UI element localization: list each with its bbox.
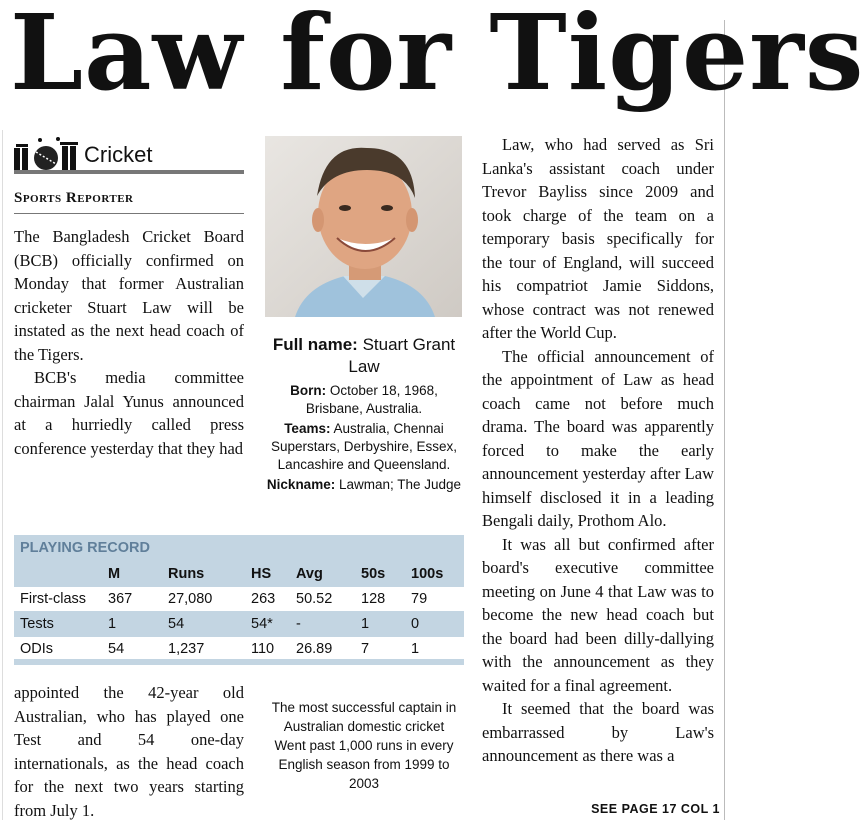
portrait-image — [265, 136, 462, 317]
article-column-1-bottom — [14, 681, 244, 822]
teams-value: Australia, Chennai Superstars, Derbyshire, Essex, Lancashire and Queensland. — [270, 421, 458, 472]
table-cell: 7 — [355, 637, 405, 662]
table-cell: 263 — [245, 587, 290, 612]
article-paragraph: It seemed that the board was embarrassed by Law's announcement as there was a — [482, 699, 714, 765]
table-cell: ODIs — [14, 637, 102, 662]
table-row — [14, 587, 464, 612]
table-cell: 54* — [245, 612, 290, 637]
coach-photo — [265, 136, 462, 317]
table-header — [14, 561, 102, 587]
article-paragraph: Law, who had served as Sri Lanka's assistant coach under Trevor Bayliss since 2009 and took charge of the team on a temporary basis specifically for the tour of England, will succeed his compatriot Jamie Siddons, whose contract was not renewed after the World Cup. — [482, 135, 714, 342]
byline — [14, 190, 242, 207]
table-header: 100s — [405, 561, 464, 587]
table-cell: 128 — [355, 587, 405, 612]
article-paragraph: BCB's media committee chairman Jalal Yunus announced at a hurriedly called press conference yesterday that they had — [14, 368, 244, 458]
left-margin-rule — [2, 130, 3, 820]
caption-line: Went past 1,000 runs in every English season from 1999 to 2003 — [274, 738, 454, 791]
born-value: October 18, 1968, Brisbane, Australia. — [305, 383, 438, 416]
table-cell: 1 — [405, 637, 464, 662]
fullname-value: Stuart Grant Law — [348, 335, 456, 376]
table-cell: 50.52 — [290, 587, 355, 612]
playing-record-title: PLAYING RECORD — [14, 535, 464, 561]
profile-born — [262, 382, 466, 418]
table-cell: 79 — [405, 587, 464, 612]
profile-fullname — [262, 334, 466, 378]
table-cell: 54 — [102, 637, 162, 662]
profile-teams — [262, 420, 466, 474]
table-row — [14, 612, 464, 637]
playing-record-table — [14, 535, 464, 665]
fullname-label: Full name: — [272, 335, 358, 354]
article-paragraph: appointed the 42-year old Australian, who has played one Test and 54 one-day internationals, as the head coach for the next two years starting from July 1. — [14, 683, 244, 820]
born-label: Born: — [290, 383, 327, 398]
table-header: HS — [245, 561, 290, 587]
table-row — [14, 637, 464, 662]
table-cell: 54 — [162, 612, 245, 637]
table-footer-bar — [14, 659, 464, 665]
table-header: M — [102, 561, 162, 587]
nickname-value: Lawman; The Judge — [338, 477, 462, 492]
profile-factbox — [262, 334, 466, 496]
teams-label: Teams: — [284, 421, 331, 436]
article-paragraph: The Bangladesh Cricket Board (BCB) officially confirmed on Monday that former Australian cricketer Stuart Law will be instated as the next head coach of the Tigers. — [14, 227, 244, 364]
table-cell: 26.89 — [290, 637, 355, 662]
table-header: 50s — [355, 561, 405, 587]
nickname-label: Nickname: — [266, 477, 336, 492]
table-cell: Tests — [14, 612, 102, 637]
table-cell: 110 — [245, 637, 290, 662]
article-paragraph: It was all but confirmed after board's executive committee meeting on June 4 that Law was to become the new head coach but the board had been dilly-dallying with the announcement as they waited for a final agreement. — [482, 534, 714, 695]
section-label: Cricket — [84, 142, 153, 167]
table-header-row — [14, 561, 464, 587]
section-logo — [14, 134, 244, 174]
cricket-ball-wickets-icon — [14, 136, 80, 170]
table-cell: 1 — [102, 612, 162, 637]
byline-text: Sports Reporter — [14, 190, 134, 206]
article-paragraph: The official announcement of the appointment of Law as head coach came not before much drama. The board was apparently forced to make the early announcement yesterday after Law himself disclosed it in a leading Bengali daily, Prothom Alo. — [482, 346, 714, 530]
continued-jump-line: SEE PAGE 17 COL 1 — [591, 802, 720, 816]
table-cell: First-class — [14, 587, 102, 612]
table-header: Avg — [290, 561, 355, 587]
record-table — [14, 561, 464, 662]
right-column-rule — [724, 20, 725, 820]
table-cell: 367 — [102, 587, 162, 612]
table-cell: - — [290, 612, 355, 637]
table-cell: 27,080 — [162, 587, 245, 612]
article-column-1-top — [14, 225, 244, 460]
byline-rule — [14, 213, 244, 214]
section-underline — [14, 170, 244, 174]
table-cell: 1,237 — [162, 637, 245, 662]
table-cell: 1 — [355, 612, 405, 637]
headline: Law for Tigers — [10, 0, 864, 114]
table-header: Runs — [162, 561, 245, 587]
caption-line: The most successful captain in Australian domestic cricket — [271, 700, 457, 734]
profile-nickname — [262, 476, 466, 494]
table-cell: 0 — [405, 612, 464, 637]
photo-caption — [262, 698, 466, 793]
article-column-3 — [482, 133, 714, 768]
